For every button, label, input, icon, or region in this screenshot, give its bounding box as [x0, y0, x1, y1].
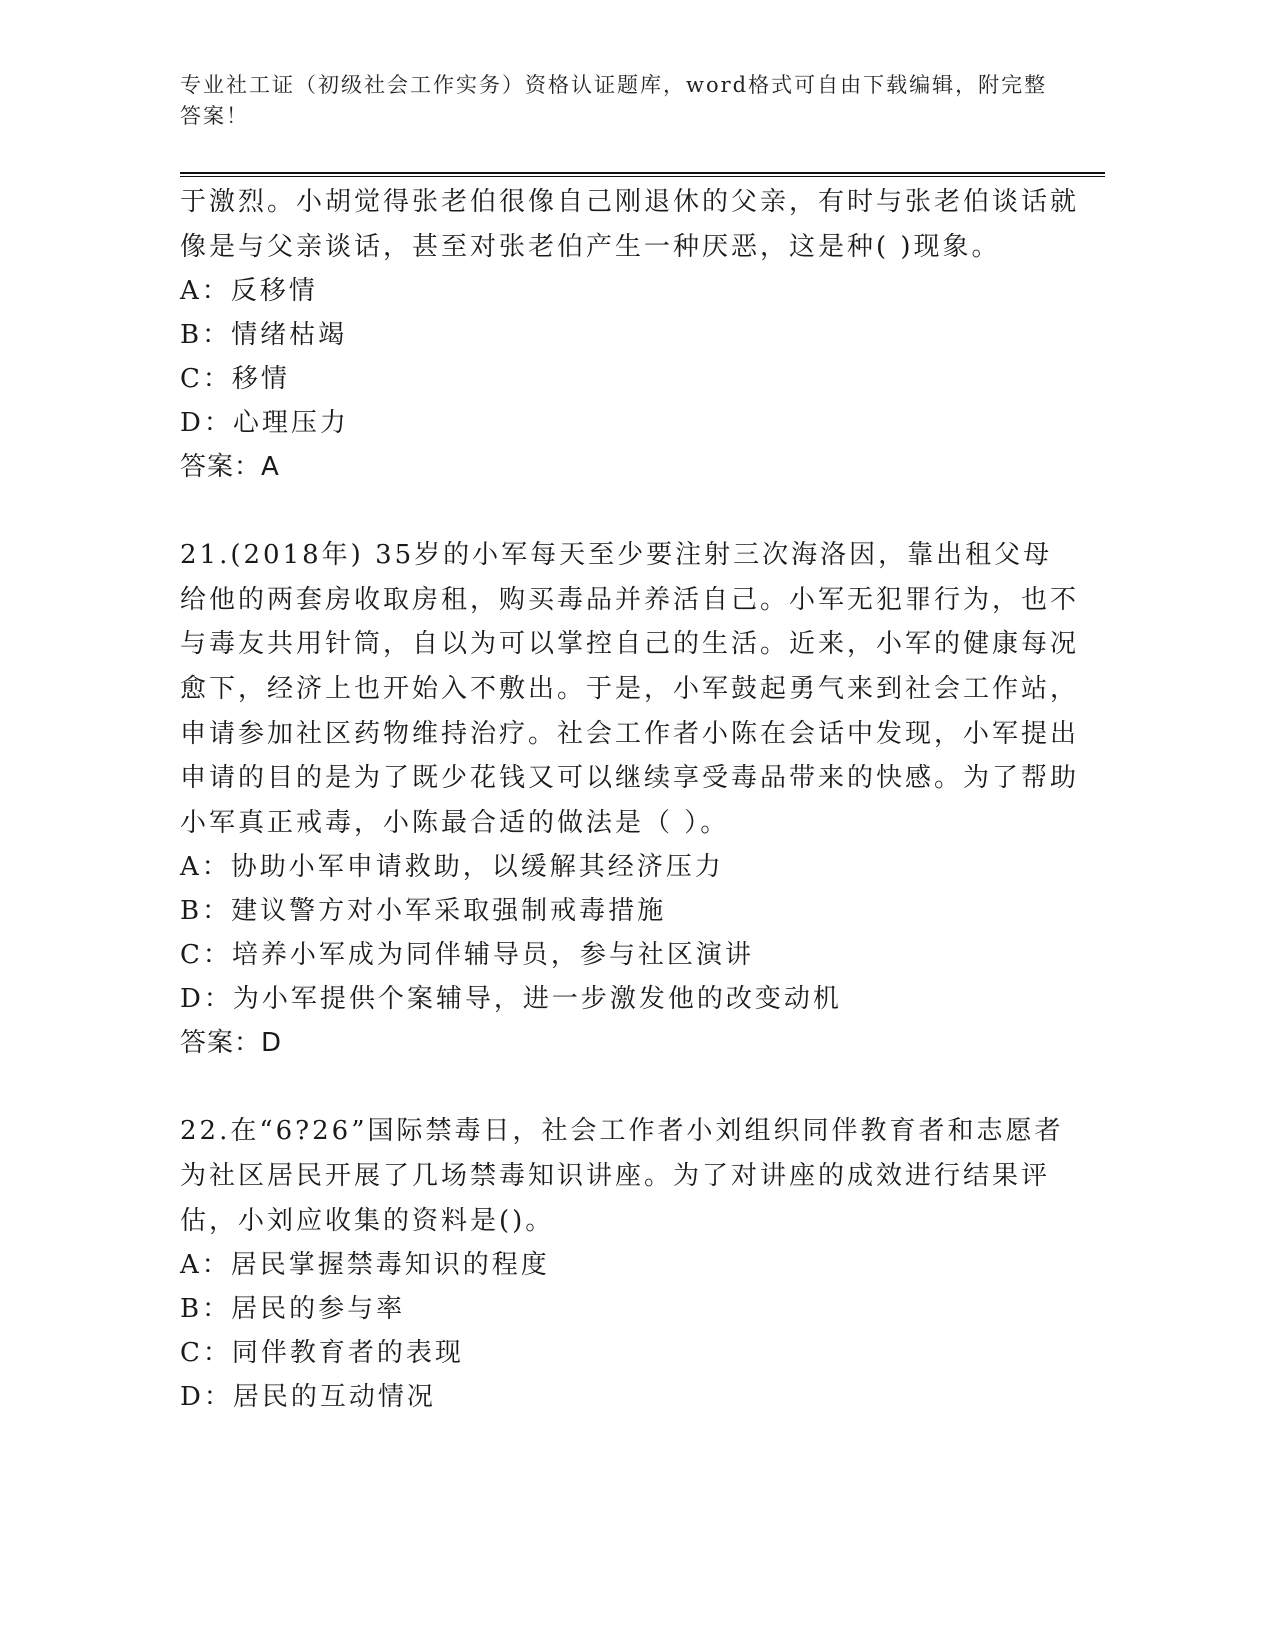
answer-line: 答案：A [180, 452, 280, 483]
document-body [180, 180, 1080, 1419]
option-a: A：协助小军申请救助，以缓解其经济压力 [180, 852, 724, 883]
question-21-block [180, 533, 1080, 1065]
option-c: C：移情 [180, 364, 290, 395]
option-a: A：居民掌握禁毒知识的程度 [180, 1250, 550, 1281]
option-a: A：反移情 [180, 276, 318, 307]
option-b: B：建议警方对小军采取强制戒毒措施 [180, 896, 667, 927]
question-stem: 于激烈。小胡觉得张老伯很像自己刚退休的父亲，有时与张老伯谈话就像是与父亲谈话，甚至对张老伯产生一种厌恶，这是种( )现象。 [180, 187, 1080, 262]
option-d: D：心理压力 [180, 408, 349, 439]
question-stem: 21.(2018年) 35岁的小军每天至少要注射三次海洛因，靠出租父母给他的两套房收取房租，购买毒品并养活自己。小军无犯罪行为，也不与毒友共用针筒，自以为可以掌控自己的生活。近来，小军的健康每况愈下，经济上也开始入不敷出。于是，小军鼓起勇气来到社会工作站，申请参加社区药物维持治疗。社会工作者小陈在会话中发现，小军提出申请的目的是为了既少花钱又可以继续享受毒品带来的快感。为了帮助小军真正戒毒，小陈最合适的做法是（ ）。 [180, 540, 1080, 838]
option-c: C：培养小军成为同伴辅导员，参与社区演讲 [180, 940, 754, 971]
spacer [180, 1065, 1080, 1109]
header-divider [180, 172, 1105, 177]
question-stem: 22.在“6?26”国际禁毒日，社会工作者小刘组织同伴教育者和志愿者为社区居民开展了几场禁毒知识讲座。为了对讲座的成效进行结果评估，小刘应收集的资料是()。 [180, 1116, 1064, 1236]
option-b: B：情绪枯竭 [180, 320, 348, 351]
option-c: C：同伴教育者的表现 [180, 1338, 464, 1369]
question-22-block [180, 1109, 1080, 1419]
option-d: D：为小军提供个案辅导，进一步激发他的改变动机 [180, 984, 842, 1015]
spacer [180, 489, 1080, 533]
option-d: D：居民的互动情况 [180, 1382, 436, 1413]
answer-line: 答案：D [180, 1028, 283, 1059]
page-header: 专业社工证（初级社会工作实务）资格认证题库，word格式可自由下载编辑，附完整答案！ [180, 73, 1048, 128]
option-b: B：居民的参与率 [180, 1294, 406, 1325]
question-20-block [180, 180, 1080, 489]
